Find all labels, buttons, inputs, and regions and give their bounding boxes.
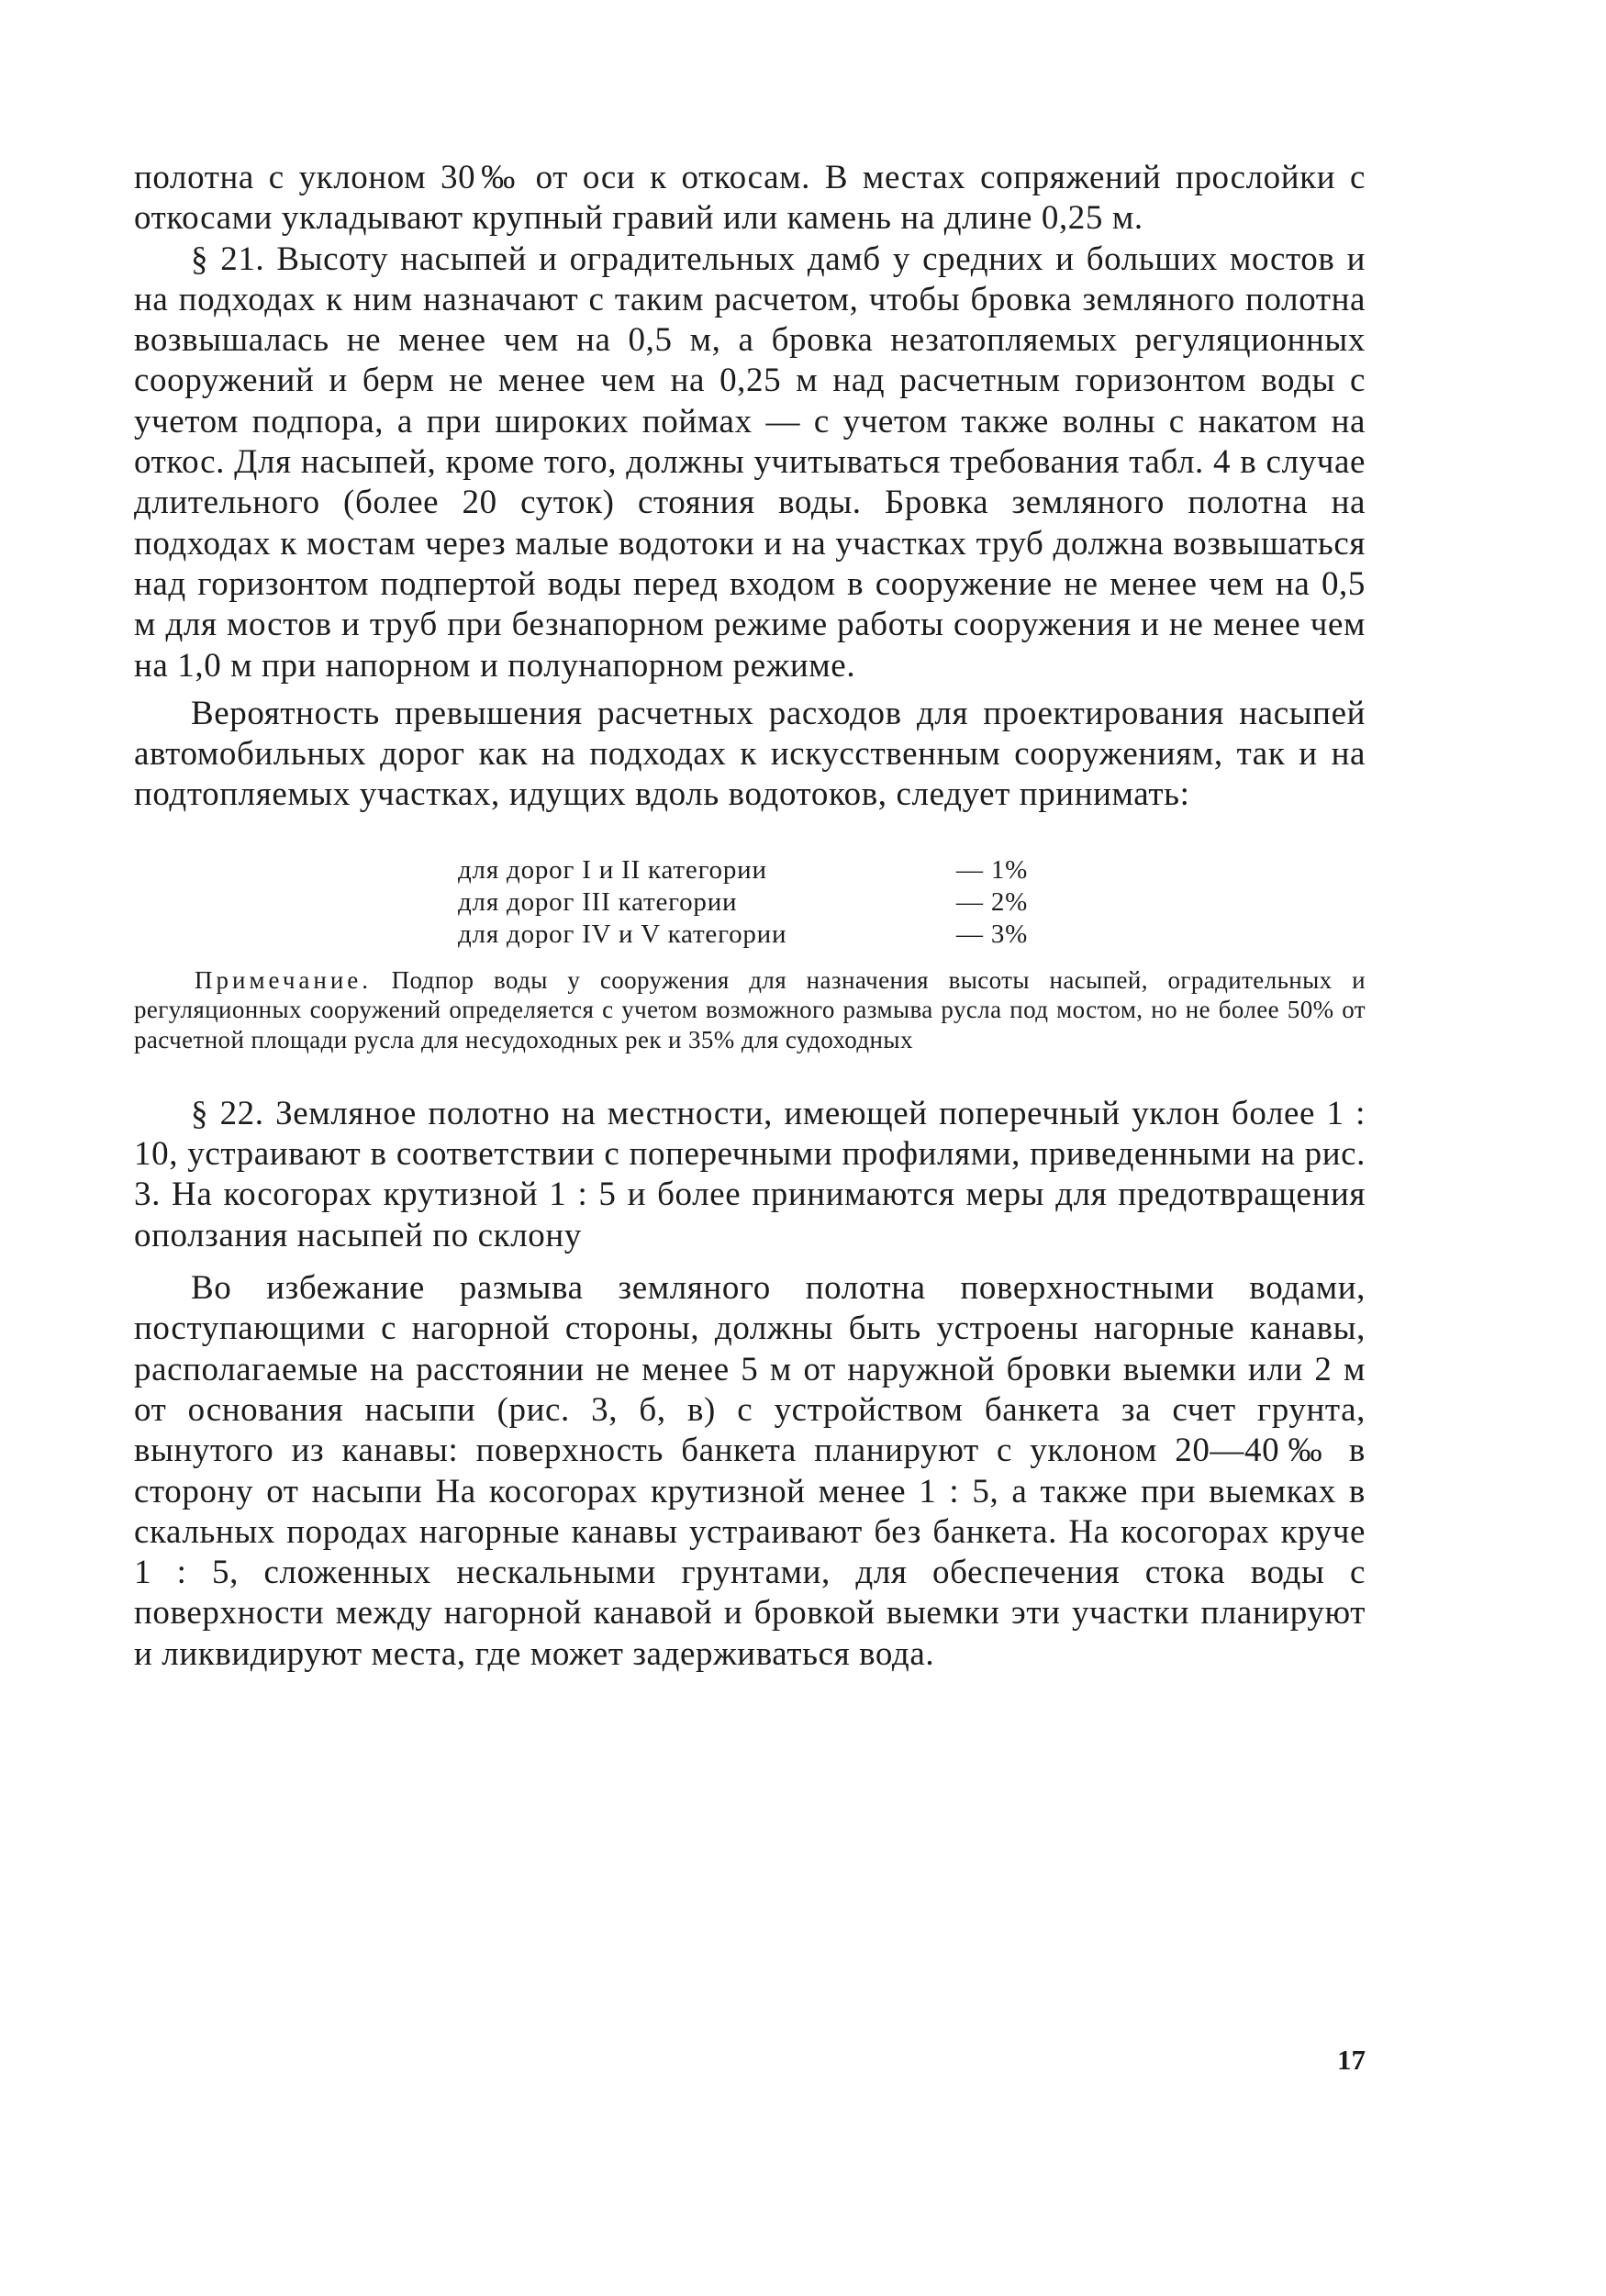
category-value: — 1% <box>956 854 1029 885</box>
footnote-remark <box>134 965 1366 1055</box>
note-text: Подпор воды у сооружения для назначения высоты насыпей, оградительных и регуляционных сооружений определяется с учетом возможного размыва русла под мостом, но не более 50% от расчетной площади русла для несудоходных рек и 35% для судоходных <box>134 965 1366 1054</box>
category-name: для дорог III категории <box>458 886 738 917</box>
category-value: — 2% <box>956 886 1029 917</box>
paragraph-continuation: полотна с уклоном 30‰ от оси к откосам. В местах сопряжений прослойки с откосами укладывают крупный гравий или камень на длине 0,25 м. <box>134 159 1366 238</box>
list-item <box>458 919 1366 951</box>
paragraph-probability: Вероятность превышения расчетных расходов для проектирования насыпей автомобильных дорог как на подходах к искусственным сооружениям, так и на подтопляемых участках, идущих вдоль водотоков, следует принимать: <box>134 694 1366 814</box>
road-category-list <box>458 854 1366 951</box>
note-label: Примечание. <box>195 965 373 994</box>
category-name: для дорог I и II категории <box>458 854 767 885</box>
paragraph-drainage: Во избежание размыва земляного полотна поверхностными водами, поступающими с нагорной стороны, должны быть устроены нагорные канавы, располагаемые на расстоянии не менее 5 м от наружной бровки выемки или 2 м от основания насыпи (рис. 3, б, в) с устройством банкета за счет грунта, вынутого из канавы: поверхность банкета планируют с уклоном 20—40‰ в сторону от насыпи На косогорах крутизной менее 1 : 5, а также при выемках в скальных породах нагорные канавы устраивают без банкета. На косогорах круче 1 : 5, сложенных нескальными грунтами, для обеспечения стока воды с поверхности между нагорной канавой и бровкой выемки эти участки планируют и ликвидируют места, где может задерживаться вода. <box>134 1269 1366 1673</box>
category-name: для дорог IV и V категории <box>458 919 787 949</box>
list-item <box>458 854 1366 886</box>
paragraph-section-21: § 21. Высоту насыпей и оградительных дамб у средних и больших мостов и на подходах к ним назначают с таким расчетом, чтобы бровка земляного полотна возвышалась не менее чем на 0,5 м, а бровка незатопляемых регуляционных сооружений и берм не менее чем на 0,25 м над расчетным горизонтом воды с учетом подпора, а при широких поймах — с учетом также волны с накатом на откос. Для насыпей, кроме того, должны учитываться требования табл. 4 в случае длительного (более 20 суток) стояния воды. Бровка земляного полотна на подходах к мостам через малые водотоки и на участках труб должна возвышаться над горизонтом подпертой воды перед входом в сооружение не менее чем на 0,5 м для мостов и труб при безнапорном режиме работы сооружения и не менее чем на 1,0 м при напорном и полунапорном режиме. <box>134 240 1366 685</box>
page-number: 17 <box>1337 2044 1366 2076</box>
list-item <box>458 886 1366 919</box>
paragraph-section-22: § 22. Земляное полотно на местности, имеющей поперечный уклон более 1 : 10, устраивают в соответствии с поперечными профилями, приведенными на рис. 3. На косогорах крутизной 1 : 5 и более принимаются меры для предотвращения оползания насыпей по склону <box>134 1094 1366 1254</box>
document-page <box>134 158 1366 1675</box>
category-value: — 3% <box>956 919 1029 949</box>
